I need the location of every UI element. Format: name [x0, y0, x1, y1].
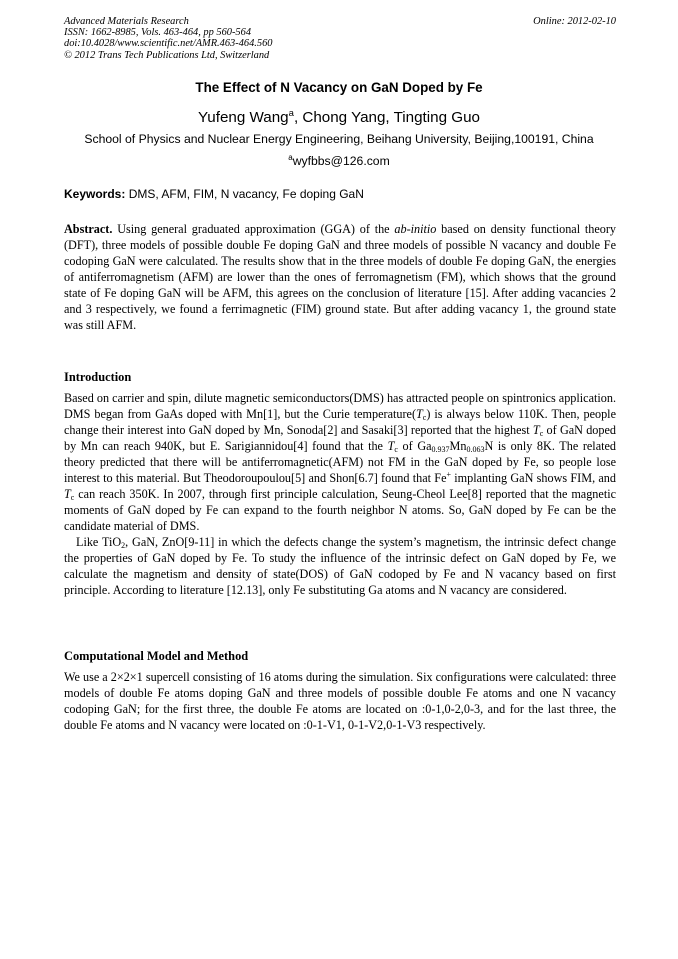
author-rest: , Chong Yang, Tingting Guo [293, 109, 480, 127]
issn-line: ISSN: 1662-8985, Vols. 463-464, pp 560-564 [64, 27, 252, 39]
tc-subscript: c [539, 429, 544, 438]
tc-symbol: T [416, 407, 423, 421]
intro-p1-e: N is only 8K. The related theory predicted that there will be antiferromagnetic(AFM) not FM in the GaN doped by Fe, so people lose interest to this material. But Theodoroupoulou[5] and Shon[6.7] found that Fe [64, 439, 616, 485]
intro-p1-f: implanting GaN shows FIM, and [451, 471, 616, 485]
keywords-label: Keywords: [64, 187, 126, 201]
ga-subscript: 0.937 [431, 445, 450, 454]
intro-paragraph-2 [64, 534, 616, 598]
intro-paragraph-1 [64, 390, 616, 534]
intro-p1-a: Based on carrier and spin, dilute magnetic semiconductors(DMS) has attracted people on spintronics application. DMS began from GaAs doped with Mn[1], but the Curie temperature( [64, 391, 616, 421]
email-sup: a [288, 153, 293, 162]
paper-title: The Effect of N Vacancy on GaN Doped by Fe [195, 80, 483, 95]
keywords-text: DMS, AFM, FIM, N vacancy, Fe doping GaN [128, 187, 364, 201]
doi-line: doi:10.4028/www.scientific.net/AMR.463-464.560 [64, 38, 273, 50]
mn-symbol: Mn [449, 439, 467, 453]
online-date: Online: 2012-02-10 [533, 16, 616, 27]
intro-p2-a: Like TiO [76, 535, 122, 549]
tc-subscript: c [422, 413, 427, 422]
email-address: wyfbbs@126.com [292, 154, 390, 169]
mn-subscript: 0.063 [466, 445, 485, 454]
intro-p1-d: of Ga [397, 439, 432, 453]
author-first-sup: a [288, 108, 294, 119]
intro-p1-c: of GaN doped by Mn can reach 940K, but E. Sarigiannidou[4] found that the [64, 423, 616, 453]
fe-superscript: + [446, 470, 452, 479]
affiliation: School of Physics and Nuclear Energy Engineering, Beihang University, Beijing,100191, China [84, 132, 594, 146]
tc-subscript: c [394, 445, 398, 454]
tc-subscript: c [70, 493, 75, 502]
copyright-line: © 2012 Trans Tech Publications Ltd, Switzerland [64, 49, 270, 61]
computational-heading: Computational Model and Method [64, 649, 249, 663]
abstract-italic: ab-initio [394, 222, 437, 236]
intro-p1-g: can reach 350K. In 2007, through first principle calculation, Seung-Cheol Lee[8] reported that the magnetic moments of GaN doped by Fe can expand to the fourth neighbor N atoms. So, GaN doped by Fe can be the candidate material of DMS. [64, 487, 616, 533]
tio2-subscript: 2 [121, 541, 126, 550]
tc-symbol: T [64, 487, 71, 501]
keywords [64, 186, 616, 202]
introduction-body [64, 390, 616, 598]
intro-p2-b: , GaN, ZnO[9-11] in which the defects change the system’s magnetism, the intrinsic defect change the properties of GaN doped by Fe. To study the influence of the intrinsic defect on GaN doped by Fe, we calculate the magnetism and density of state(DOS) of GaN codoped by Fe and N vacancy based on first principle. According to literature [12.13], only Fe substituting Ga atoms and N vacancy are considered. [64, 535, 616, 597]
journal-name: Advanced Materials Research [64, 16, 189, 27]
abstract-label: Abstract. [64, 222, 113, 236]
abstract [64, 221, 616, 333]
author-first: Yufeng Wang [198, 109, 289, 127]
computational-body: We use a 2×2×1 supercell consisting of 16 atoms during the simulation. Six configurations were calculated: three models of double Fe atoms doping GaN and three models of possible double Fe atoms and one N vacancy codoping GaN; for the first three, the double Fe atoms are located on :0-1,0-2,0-3, and for the last three, the double Fe atoms and N vacancy were located on :0-1-V1, 0-1-V2,0-1-V3 respectively. [64, 670, 616, 732]
tc-symbol: T [387, 439, 395, 453]
abstract-text-1: Using general graduated approximation (GGA) of the [117, 222, 395, 236]
tc-symbol: T [532, 423, 540, 437]
introduction-heading: Introduction [64, 370, 132, 384]
intro-p1-b: ) is always below 110K. Then, people change their interest into GaN doped by Mn, Sonoda[2] and Sasaki[3] reported that the highest [64, 407, 616, 437]
author-email [64, 150, 614, 169]
abstract-text-2: based on density functional theory (DFT), three models of possible double Fe doping GaN and three models of possible N vacancy and double Fe codoping GaN were calculated. The results show that in the three models of double Fe doping GaN, the energies of antiferromagnetism (AFM) are lower than the ones of ferromagnetism (FM), which shows that the ground state of Fe doping GaN will be AFM, this agrees on the conclusion of literature [15]. After adding vacancies 2 and 3 respectively, we found a ferrimagnetic (FIM) ground state. But after adding vacancy 1, the ground state was still AFM. [64, 222, 616, 332]
journal-header [64, 16, 616, 61]
author-list [64, 104, 614, 127]
